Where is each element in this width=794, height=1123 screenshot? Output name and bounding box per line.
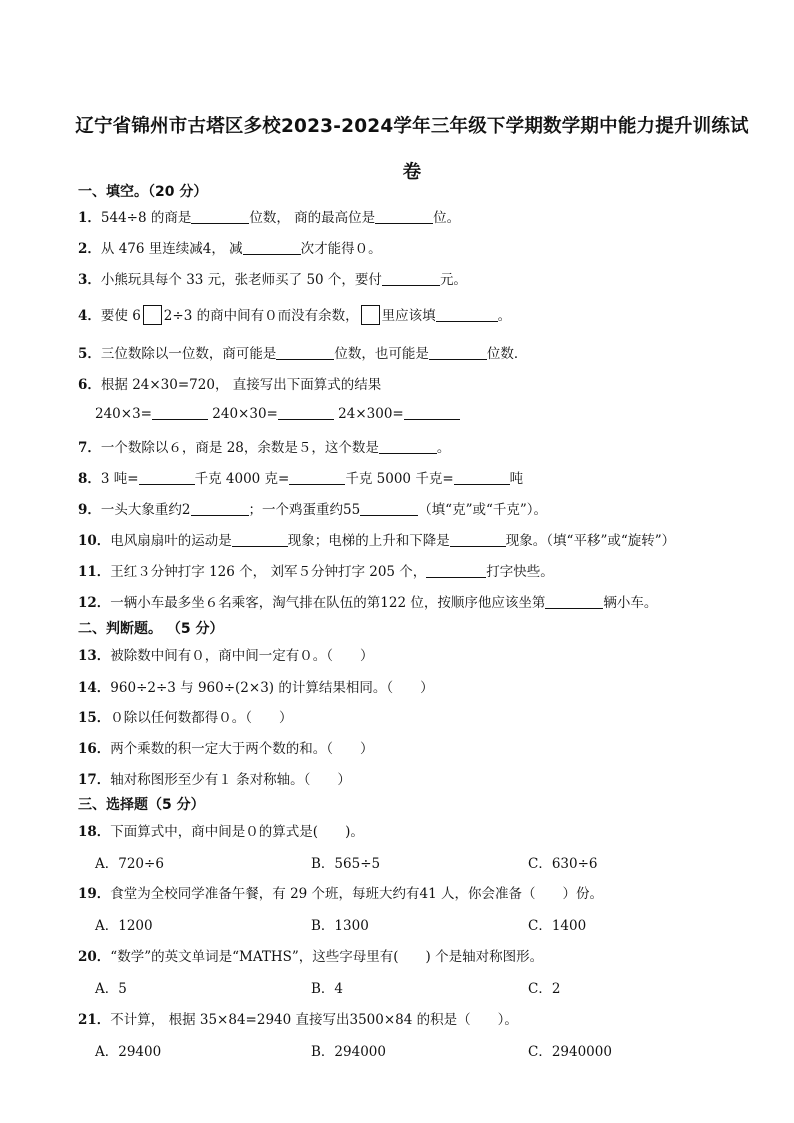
answer-blank[interactable] (450, 532, 506, 547)
answer-blank[interactable] (454, 470, 510, 485)
question-13: 13．被除数中间有０，商中间一定有０。（ ） (78, 648, 374, 664)
option-c[interactable]: C．1400 (528, 918, 587, 934)
question-6-items: 240×3= 240×30= 24×300= (95, 405, 460, 422)
question-14: 14．960÷2÷3 与 960÷(2×3) 的计算结果相同。（ ） (78, 680, 434, 696)
question-12: 12．一辆小车最多坐６名乘客，淘气排在队伍的第122 位，按顺序他应该坐第 辆小车。 (78, 595, 658, 611)
question-18: 18．下面算式中，商中间是０的算式是( )。 (78, 824, 364, 840)
question-5: 5．三位数除以一位数，商可能是 位数，也可能是 位数． (78, 346, 528, 362)
option-b[interactable]: B．565÷5 (311, 856, 381, 872)
option-b[interactable]: B．294000 (311, 1044, 386, 1060)
option-b[interactable]: B．1300 (311, 918, 369, 934)
option-a[interactable]: A．1200 (95, 918, 153, 934)
answer-blank[interactable] (360, 501, 418, 516)
question-21: 21．不计算， 根据 35×84=2940 直接写出3500×84 的积是（ ）。 (78, 1012, 518, 1028)
option-c[interactable]: C．630÷6 (528, 856, 598, 872)
question-1: 1．544÷8 的商是 位数， 商的最高位是 位。 (78, 210, 461, 226)
question-6: 6．根据 24×30=720， 直接写出下面算式的结果 (78, 377, 382, 393)
answer-blank[interactable] (382, 271, 440, 286)
question-17: 17．轴对称图形至少有１ 条对称轴。（ ） (78, 772, 351, 788)
answer-blank[interactable] (191, 209, 249, 224)
question-7: 7．一个数除以６，商是 28，余数是５，这个数是 。 (78, 440, 451, 456)
digit-box[interactable] (361, 305, 380, 325)
question-4: 4．要使 6 2÷3 的商中间有０而没有余数， 里应该填 。 (78, 304, 511, 325)
section-true-false: 二、判断题。 （5 分） (78, 621, 224, 637)
question-9: 9．一头大象重约2 ；一个鸡蛋重约55 （填“克”或“千克”）。 (78, 502, 548, 518)
answer-blank[interactable] (375, 209, 433, 224)
answer-blank[interactable] (232, 532, 288, 547)
question-20: 20．“数学”的英文单词是“MATHS”，这些字母里有( ) 个是轴对称图形。 (78, 949, 544, 965)
answer-blank[interactable] (436, 307, 498, 322)
question-2: 2．从 476 里连续减4， 减 次才能得０。 (78, 241, 382, 257)
answer-blank[interactable] (278, 405, 334, 420)
option-a[interactable]: A．5 (95, 981, 127, 997)
answer-blank[interactable] (152, 405, 208, 420)
title-line-2: 卷 (402, 162, 422, 183)
option-c[interactable]: C．2 (528, 981, 561, 997)
answer-blank[interactable] (191, 501, 249, 516)
answer-blank[interactable] (379, 439, 437, 454)
answer-blank[interactable] (404, 405, 460, 420)
question-19: 19．食堂为全校同学准备午餐，有 29 个班，每班大约有41 人，你会准备（ ）份。 (78, 886, 604, 902)
title-line-1: 辽宁省锦州市古塔区多校2023-2024学年三年级下学期数学期中能力提升训练试 (75, 116, 749, 137)
question-11: 11．王红３分钟打字 126 个， 刘军５分钟打字 205 个， 打字快些。 (78, 564, 554, 580)
question-3: 3．小熊玩具每个 33 元，张老师买了 50 个，要付 元。 (78, 272, 467, 288)
section-multiple-choice: 三、选择题（5 分） (78, 797, 205, 813)
question-10: 10．电风扇扇叶的运动是 现象；电梯的上升和下降是 现象。（填“平移”或“旋转”） (78, 533, 676, 549)
answer-blank[interactable] (243, 240, 301, 255)
option-a[interactable]: A．29400 (95, 1044, 162, 1060)
answer-blank[interactable] (276, 345, 334, 360)
option-b[interactable]: B．4 (311, 981, 344, 997)
question-8: 8．3 吨= 千克 4000 克= 千克 5000 千克= 吨 (78, 471, 524, 487)
question-16: 16．两个乘数的积一定大于两个数的和。（ ） (78, 741, 374, 757)
answer-blank[interactable] (289, 470, 345, 485)
option-a[interactable]: A．720÷6 (95, 856, 164, 872)
answer-blank[interactable] (139, 470, 195, 485)
option-c[interactable]: C．2940000 (528, 1044, 612, 1060)
answer-blank[interactable] (426, 563, 486, 578)
question-15: 15．０除以任何数都得０。（ ） (78, 710, 293, 726)
section-fill-in: 一、填空。（20 分） (78, 184, 208, 200)
answer-blank[interactable] (545, 594, 603, 609)
answer-blank[interactable] (429, 345, 487, 360)
digit-box[interactable] (143, 305, 162, 325)
